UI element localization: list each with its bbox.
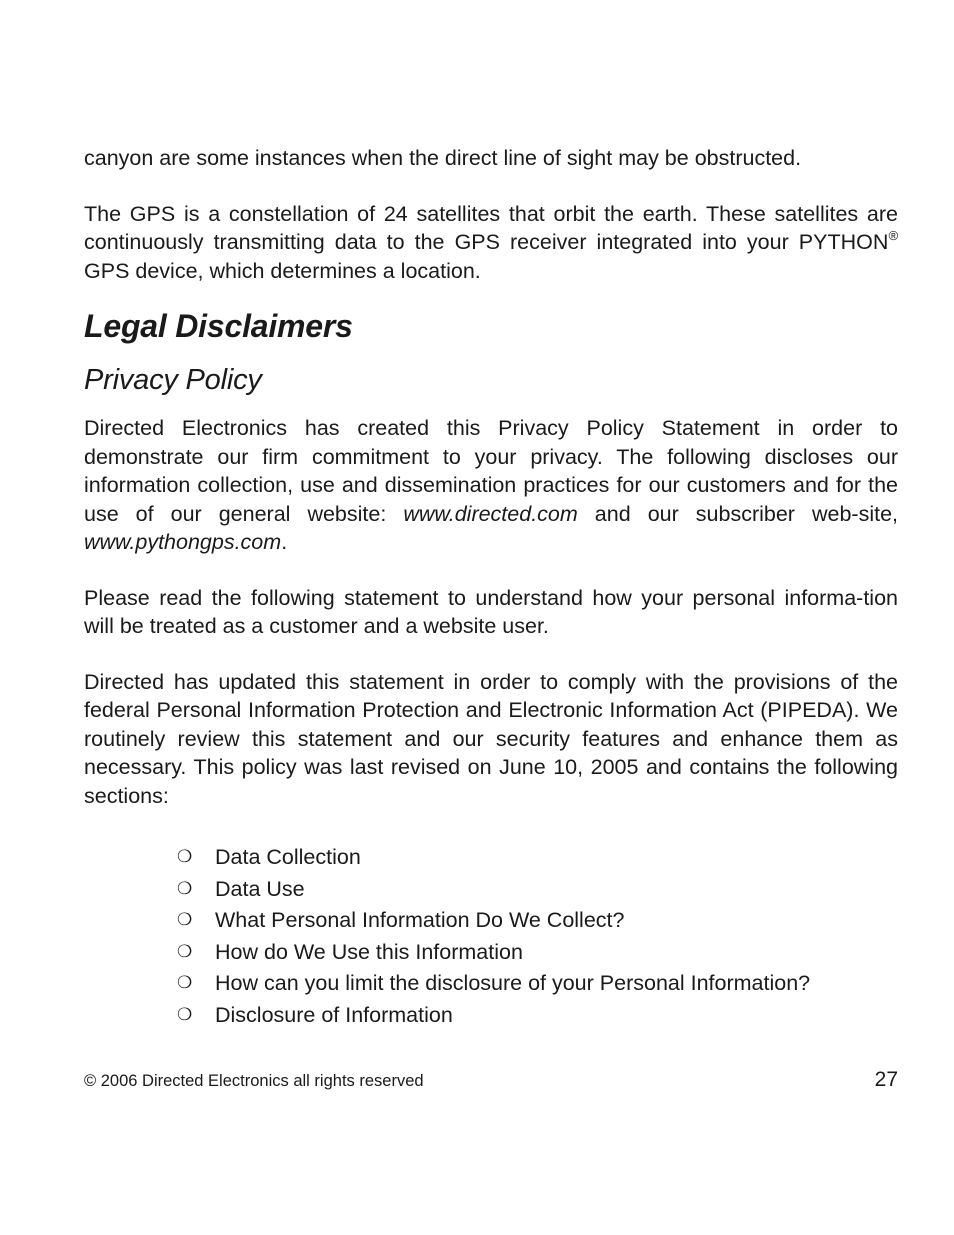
link-directed-website: www.directed.com bbox=[403, 501, 578, 526]
list-item bbox=[177, 937, 898, 969]
copyright-notice: © 2006 Directed Electronics all rights reserved bbox=[84, 1072, 424, 1090]
list-item-label: Data Collection bbox=[215, 845, 361, 869]
paragraph-pipeda: Directed has updated this statement in order to comply with the provisions of the federal Personal Information Protection and Electronic Information Act (PIPEDA). We routinely review this statement and our security features and enhance them as necessary. This policy was last revised on June 10, 2005 and contains the following sections: bbox=[84, 669, 898, 808]
circle-bullet-icon: ❍ bbox=[177, 878, 193, 899]
intro-text-part-2: and our subscriber web-site, bbox=[577, 501, 899, 526]
list-item-label: What Personal Information Do We Collect? bbox=[215, 908, 625, 932]
paragraph-gps bbox=[84, 200, 898, 286]
subheading-privacy-policy: Privacy Policy bbox=[84, 364, 262, 396]
sections-list bbox=[84, 842, 898, 1031]
registered-mark: ® bbox=[888, 228, 898, 243]
gps-text-part-1: The GPS is a constellation of 24 satellites that orbit the earth. These satellites are continuously transmitting data to the GPS receiver integrated into your PYTHON bbox=[84, 201, 898, 254]
list-item-label: Data Use bbox=[215, 876, 305, 901]
gps-text-part-2: GPS device, which determines a location. bbox=[84, 258, 481, 283]
list-item-label: How can you limit the disclosure of your Personal Information? bbox=[215, 971, 811, 995]
link-python-website: www.pythongps.com bbox=[84, 530, 282, 554]
list-item bbox=[177, 874, 898, 906]
page-content bbox=[84, 140, 898, 1031]
circle-bullet-icon: ❍ bbox=[177, 847, 193, 867]
paragraph-read-statement: Please read the following statement to understand how your personal informa-tion will be treated as a customer and a website user. bbox=[84, 585, 898, 638]
paragraph-canyon: canyon are some instances when the direct line of sight may be obstructed. bbox=[84, 146, 802, 170]
page-number: 27 bbox=[874, 1068, 898, 1091]
page-footer bbox=[84, 1068, 898, 1092]
list-item bbox=[177, 905, 898, 937]
intro-text-part-3: . bbox=[281, 530, 288, 554]
circle-bullet-icon: ❍ bbox=[177, 1004, 193, 1025]
list-item bbox=[177, 968, 898, 1000]
list-item bbox=[177, 842, 898, 874]
circle-bullet-icon: ❍ bbox=[177, 973, 193, 993]
intro-text-part-1: Directed Electronics has created this Privacy Policy Statement in order to demonstrate our firm commitment to your privacy. The following discloses our information collection, use and dissemination practices for our customers and for the use of our general website: bbox=[84, 416, 898, 526]
list-item bbox=[177, 1000, 898, 1032]
list-item-label: How do We Use this Information bbox=[215, 939, 523, 964]
list-item-label: Disclosure of Information bbox=[215, 1002, 453, 1027]
circle-bullet-icon: ❍ bbox=[177, 910, 193, 930]
paragraph-privacy-intro bbox=[84, 414, 898, 557]
section-heading-legal-disclaimers: Legal Disclaimers bbox=[84, 308, 353, 344]
circle-bullet-icon: ❍ bbox=[177, 941, 193, 962]
